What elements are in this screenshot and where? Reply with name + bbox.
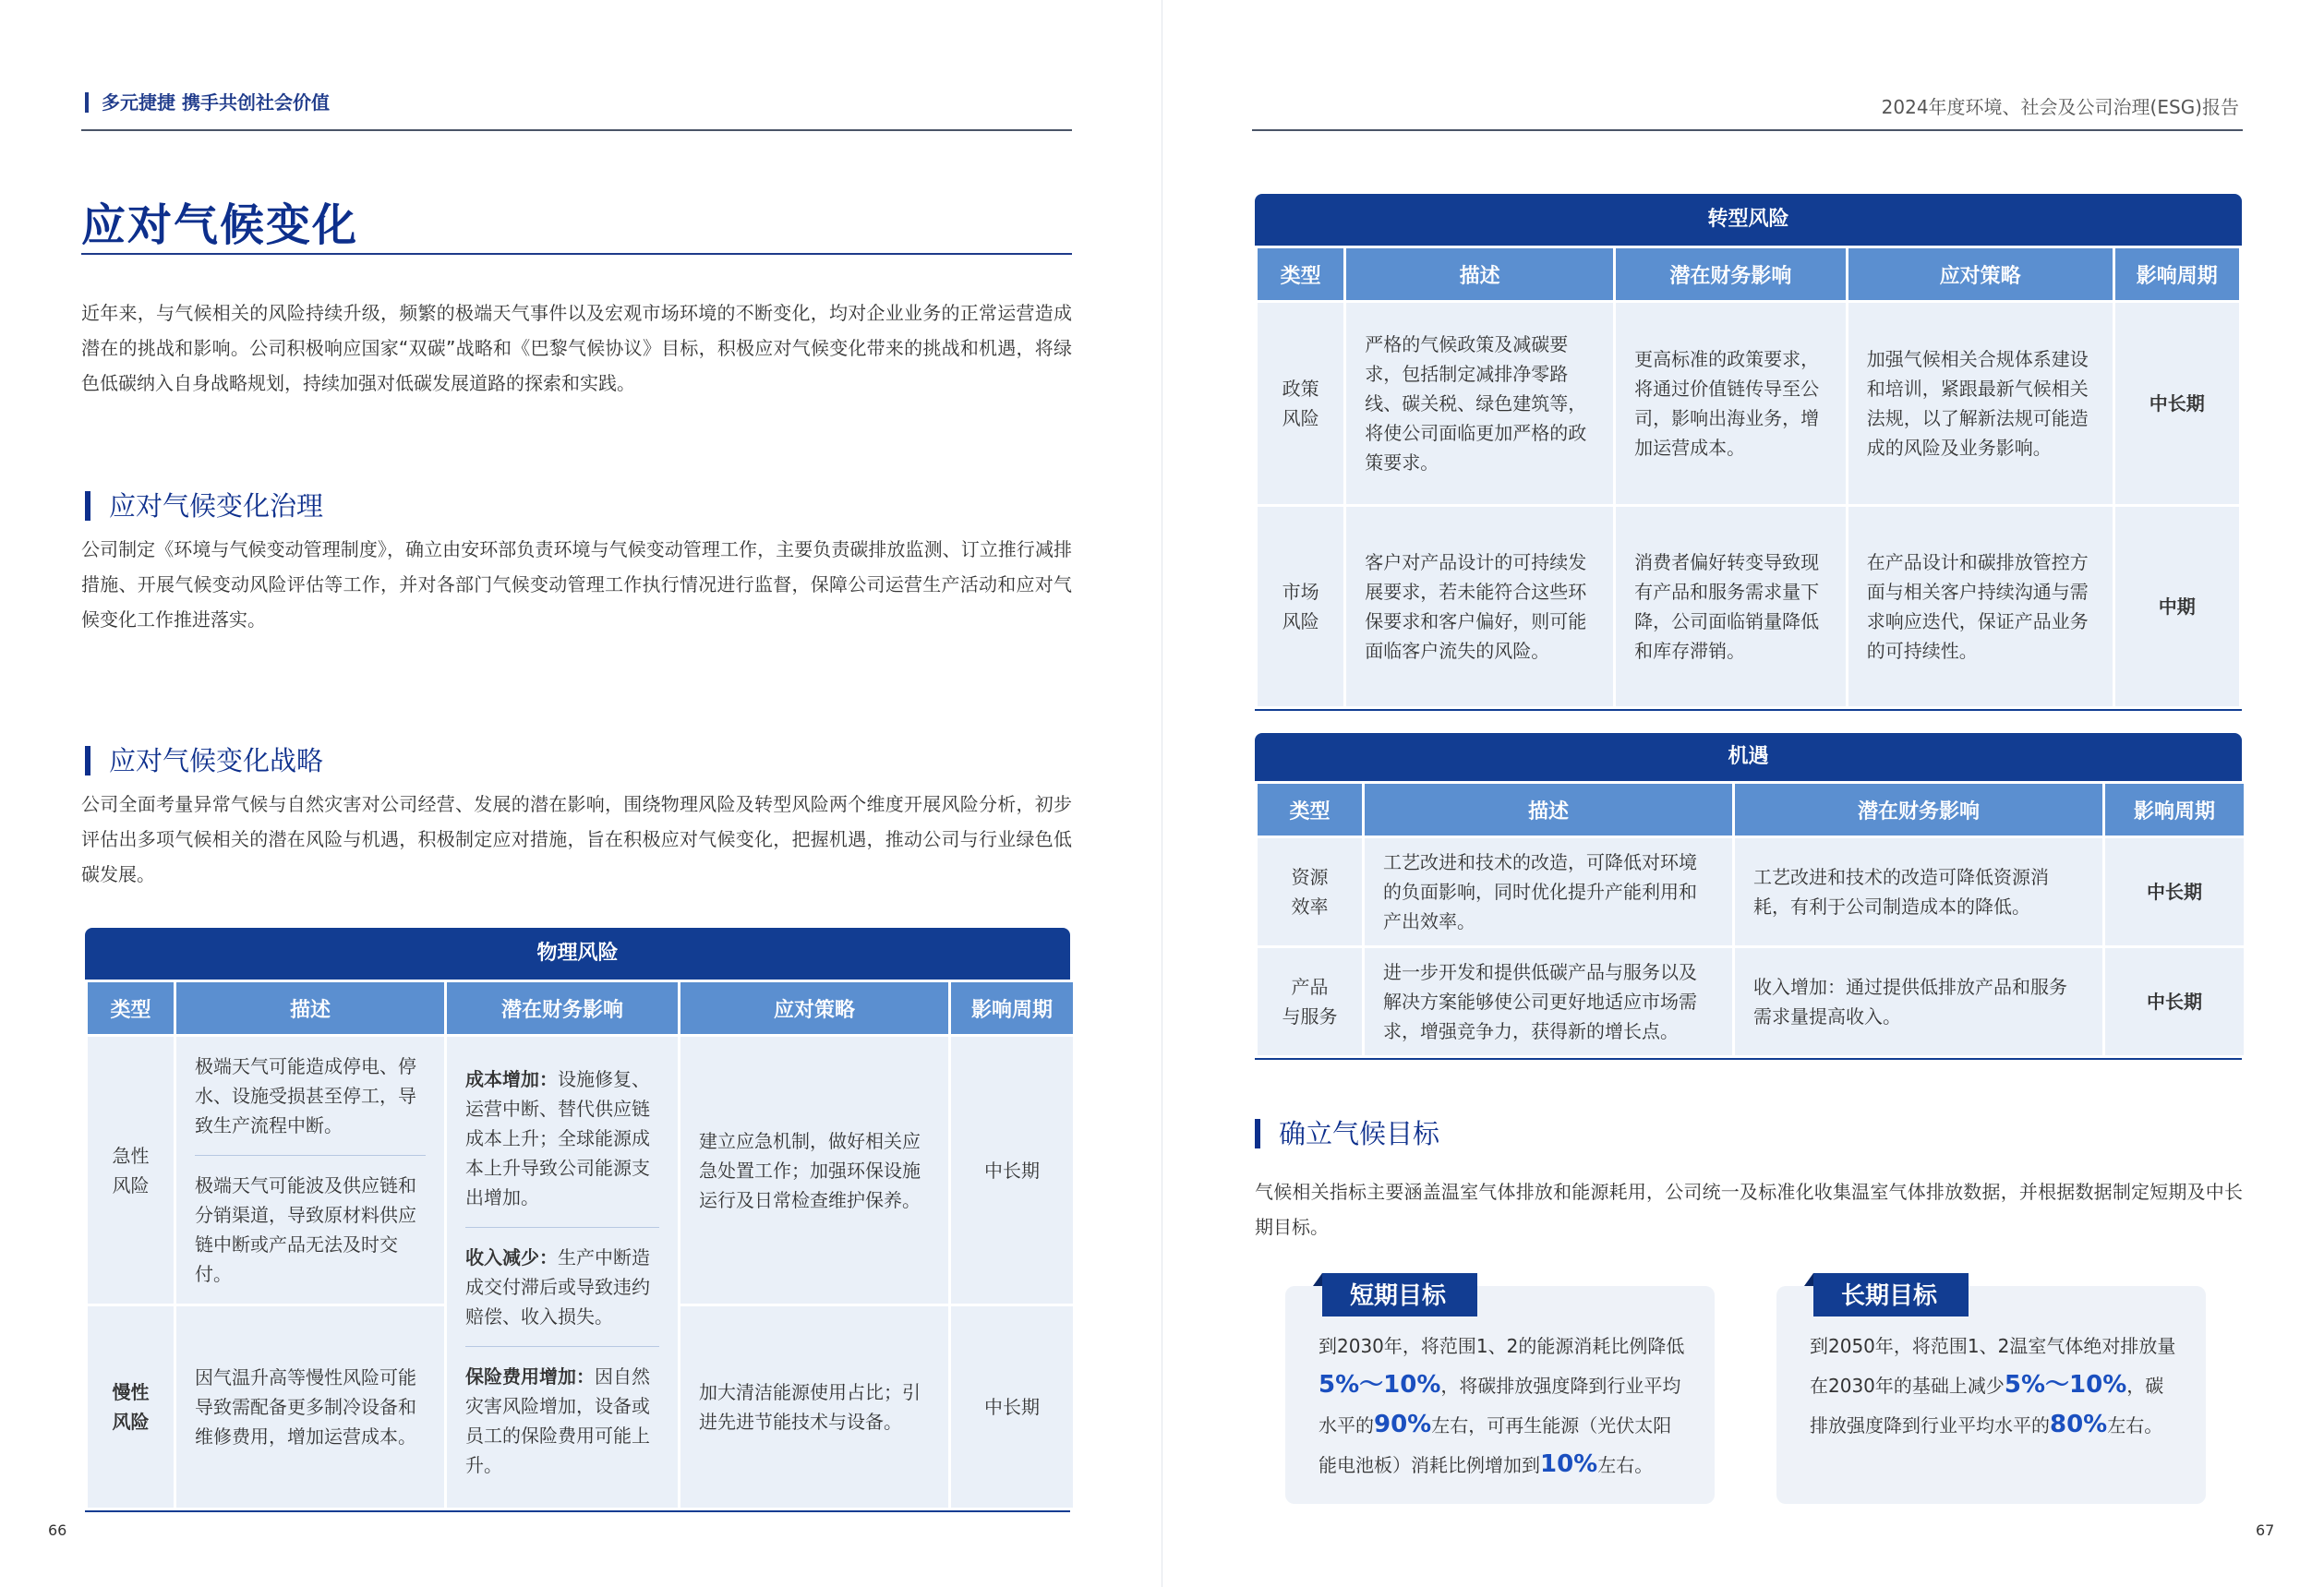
impact-term: 中长期 [951,1306,1073,1508]
table-title: 物理风险 [85,928,1070,980]
page-number-left: 66 [48,1521,67,1539]
risk-description [176,1037,444,1304]
short-term-goal-tag: 短期目标 [1322,1273,1477,1316]
col-header: 类型 [1258,784,1362,836]
table-bottom-rule [1255,1058,2242,1060]
impact-label: 保险费用增加： [465,1365,595,1388]
response-strategy: 加强气候相关合规体系建设和培训，紧跟最新气候相关法规，以了解新法规可能造成的风险及业务影响。 [1848,303,2113,504]
col-header: 描述 [176,982,444,1034]
table-bottom-rule [1255,709,2242,711]
governance-paragraph: 公司制定《环境与气候变动管理制度》，确立由安环部负责环境与气候变动管理工作，主要负责碳排放监测、订立推行减排措施、开展气候变动风险评估等工作，并对各部门气候变动管理工作执行情况进行监督，保障公司运营生产活动和应对气候变化工作推进落实。 [81,538,1072,631]
impact-text: 因自然灾害风险增加，设备或员工的保险费用可能上升。 [465,1365,650,1476]
page-title: 应对气候变化 [81,199,359,251]
impact-item [465,1059,659,1218]
impact-term: 中长期 [2105,838,2244,945]
impact-text: 设施修复、运营中断、替代供应链成本上升；全球能源成本上升导致公司能源支出增加。 [465,1068,650,1208]
impact-term: 中期 [2115,507,2239,706]
goal-highlight: 10% [1540,1450,1598,1478]
long-term-goal-text [1810,1327,2178,1445]
impact-item [465,1356,659,1485]
table-row [88,1037,1073,1304]
table-row [1258,948,2244,1055]
col-header: 类型 [88,982,174,1034]
risk-type: 慢性 风险 [88,1306,174,1508]
strategy-heading: 应对气候变化战略 [85,746,323,775]
impact-text: 生产中断造成交付滞后或导致违约赔偿、收入损失。 [465,1246,650,1328]
opportunity-description: 工艺改进和技术的改造，可降低对环境的负面影响，同时优化提升产能利用和产出效率。 [1365,838,1732,945]
risk-description: 因气温升高等慢性风险可能导致需配备更多制冷设备和维修费用，增加运营成本。 [176,1306,444,1508]
response-strategy: 建立应急机制，做好相关应急处置工作；加强环保设施运行及日常检查维护保养。 [680,1037,948,1304]
running-header-right: 2024年度环境、社会及公司治理(ESG)报告 [1881,96,2239,118]
table-header-row [88,982,1073,1034]
divider [465,1227,659,1228]
physical-risk-grid [85,980,1076,1510]
description-item: 极端天气可能造成停电、停水、设施受损甚至停工，导致生产流程中断。 [195,1055,416,1136]
risk-description: 客户对产品设计的可持续发展要求，若未能符合这些环保要求和客户偏好，则可能面临客户流失的风险。 [1346,507,1613,706]
intro-paragraph: 近年来，与气候相关的风险持续升级，频繁的极端天气事件以及宏观市场环境的不断变化，均对企业业务的正常运营造成潜在的挑战和影响。公司积极响应国家“双碳”战略和《巴黎气候协议》目标，积极应对气候变化带来的挑战和机遇，将绿色低碳纳入自身战略规划，持续加强对低碳发展道路的探索和实践。 [81,302,1072,394]
impact-label: 收入减少： [465,1246,558,1268]
strategy-paragraph: 公司全面考量异常气候与自然灾害对公司经营、发展的潜在影响，围绕物理风险及转型风险两个维度开展风险分析，初步评估出多项气候相关的潜在风险与机遇，积极制定应对措施，旨在积极应对气候变化，把握机遇，推动公司与行业绿色低碳发展。 [81,793,1072,885]
col-header: 影响周期 [2105,784,2244,836]
col-header: 影响周期 [2115,248,2239,300]
divider [195,1155,426,1156]
targets-paragraph: 气候相关指标主要涵盖温室气体排放和能源耗用，公司统一及标准化收集温室气体排放数据，并根据数据制定短期及中长期目标。 [1255,1181,2243,1238]
governance-heading: 应对气候变化治理 [85,491,323,521]
goal-text-part: 左右。 [2107,1414,2163,1437]
divider [465,1346,659,1347]
goal-highlight: 5%～10% [2004,1371,2127,1399]
col-header: 描述 [1346,248,1613,300]
impact-item [465,1237,659,1337]
opportunity-description: 进一步开发和提供低碳产品与服务以及解决方案能够使公司更好地适应市场需求，增强竞争力，获得新的增长点。 [1365,948,1732,1055]
impact-term: 中长期 [951,1037,1073,1304]
risk-description: 严格的气候政策及减碳要求，包括制定减排净零路线、碳关税、绿色建筑等，将使公司面临更加严格的政策要求。 [1346,303,1613,504]
opportunity-type: 资源 效率 [1258,838,1362,945]
page-number-right: 67 [2256,1521,2275,1539]
table-title: 机遇 [1255,733,2242,781]
table-header-row [1258,248,2239,300]
running-header-left: 多元捷捷 携手共创社会价值 [85,92,330,113]
financial-impact: 更高标准的政策要求，将通过价值链传导至公司，影响出海业务，增加运营成本。 [1616,303,1846,504]
goal-text-part: ，碳排放强度降到行业平均水平的 [1810,1375,2164,1437]
opportunity-table [1255,733,2242,1060]
title-rule [81,253,1072,255]
table-row [1258,838,2244,945]
opportunity-type: 产品 与服务 [1258,948,1362,1055]
table-row [1258,507,2239,706]
risk-type: 政策 风险 [1258,303,1343,504]
risk-type: 急性 风险 [88,1037,174,1304]
response-strategy: 在产品设计和碳排放管控方面与相关客户持续沟通与需求响应迭代，保证产品业务的可持续性。 [1848,507,2113,706]
goal-text-part: 左右。 [1597,1454,1654,1476]
goal-text-part: 到2030年，将范围1、2的能源消耗比例降低 [1319,1335,1685,1357]
financial-impact: 工艺改进和技术的改造可降低资源消耗，有利于公司制造成本的降低。 [1735,838,2102,945]
risk-type: 市场 风险 [1258,507,1343,706]
right-page [1162,0,2324,1587]
opportunity-grid [1255,781,2246,1058]
col-header: 应对策略 [680,982,948,1034]
col-header: 应对策略 [1848,248,2113,300]
description-item: 极端天气可能波及供应链和分销渠道，导致原材料供应链中断或产品无法及时交付。 [195,1174,416,1285]
long-term-goal-tag: 长期目标 [1813,1273,1969,1316]
financial-impact: 收入增加：通过提供低排放产品和服务需求量提高收入。 [1735,948,2102,1055]
header-rule [1252,129,2243,131]
targets-heading: 确立气候目标 [1255,1119,1439,1148]
goal-text-part: 到2050年，将范围1、2温室气体绝对排放量在2030年的基础上减少 [1810,1335,2176,1397]
impact-label: 成本增加： [465,1068,558,1090]
goal-text-part: 左右，可再生能源（光伏太阳能电池板）消耗比例增加到 [1319,1414,1672,1476]
impact-term: 中长期 [2115,303,2239,504]
goal-text-part: ，将碳排放强度降到行业平均水平的 [1319,1375,1681,1437]
goal-highlight: 5%～10% [1319,1371,1441,1399]
long-term-goal-card [1776,1282,2206,1504]
goal-highlight: 90% [1374,1411,1432,1438]
table-bottom-rule [85,1510,1070,1512]
impact-term: 中长期 [2105,948,2244,1055]
transition-risk-grid [1255,246,2242,709]
physical-risk-table [85,928,1070,1512]
col-header: 影响周期 [951,982,1073,1034]
col-header: 潜在财务影响 [1616,248,1846,300]
short-term-goal-text [1319,1327,1687,1485]
table-title: 转型风险 [1255,194,2242,246]
col-header: 潜在财务影响 [1735,784,2102,836]
header-rule [81,129,1072,131]
col-header: 类型 [1258,248,1343,300]
col-header: 描述 [1365,784,1732,836]
financial-impact: 消费者偏好转变导致现有产品和服务需求量下降，公司面临销量降低和库存滞销。 [1616,507,1846,706]
financial-impact [447,1037,678,1508]
table-row [1258,303,2239,504]
goal-highlight: 80% [2050,1411,2108,1438]
table-header-row [1258,784,2244,836]
transition-risk-table [1255,194,2242,711]
col-header: 潜在财务影响 [447,982,678,1034]
response-strategy: 加大清洁能源使用占比；引进先进节能技术与设备。 [680,1306,948,1508]
short-term-goal-card [1285,1282,1715,1504]
